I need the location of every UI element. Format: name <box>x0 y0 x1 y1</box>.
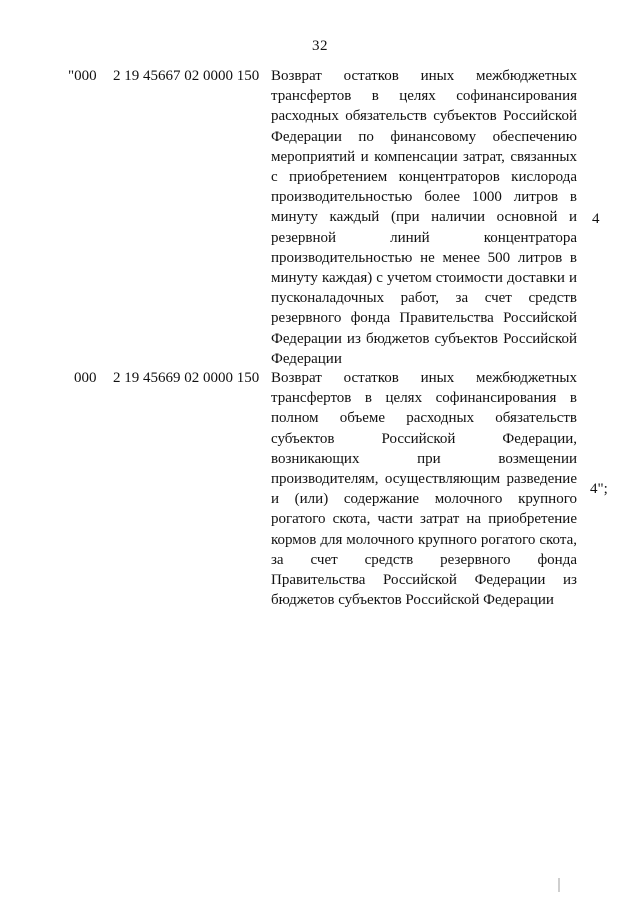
description-line: мероприятий и компенсации затрат, связанных <box>271 148 577 165</box>
income-description <box>271 368 577 610</box>
admin-code: 000 <box>74 370 97 386</box>
description-line: резервного фонда Правительства Российской <box>271 310 577 327</box>
description-line: возникающих при возмещении <box>271 450 577 467</box>
value-cell: 4 <box>592 211 600 227</box>
value-cell: 4"; <box>590 481 608 497</box>
description-line: производителям, осуществляющим разведение <box>271 471 577 488</box>
description-line: Возврат остатков иных межбюджетных <box>271 68 577 84</box>
description-line: Возврат остатков иных межбюджетных <box>271 370 577 386</box>
income-code: 2 19 45667 02 0000 150 <box>113 68 260 84</box>
description-line: трансфертов в целях софинансирования <box>271 88 577 105</box>
description-line: с приобретением концентраторов кислорода <box>271 169 577 186</box>
description-line: субъектов Российской Федерации, <box>271 430 577 447</box>
description-line: рогатого скота, части затрат на приобретение <box>271 511 577 528</box>
description-line: полном объеме расходных обязательств <box>271 410 577 427</box>
income-description <box>271 66 577 369</box>
description-line: за счет средств резервного фонда <box>271 551 577 568</box>
description-line: Федерации по финансовому обеспечению <box>271 128 577 145</box>
description-line: бюджетов субъектов Российской Федерации <box>271 592 554 609</box>
income-code: 2 19 45669 02 0000 150 <box>113 370 260 386</box>
description-line: минуту каждая) с учетом стоимости доставки и <box>271 270 577 287</box>
scan-mark <box>558 878 560 892</box>
description-line: Правительства Российской Федерации из <box>271 572 577 589</box>
description-line: резервной линий концентратора <box>271 229 577 246</box>
description-line: производительностью более 1000 литров в <box>271 189 577 206</box>
description-line: Федерации из бюджетов субъектов Российской <box>271 330 577 347</box>
description-line: трансфертов в целях софинансирования в <box>271 390 577 407</box>
description-line: минуту каждый (при наличии основной и <box>271 209 577 226</box>
description-line: и (или) содержание молочного крупного <box>271 491 577 508</box>
page-number: 32 <box>312 38 328 54</box>
description-line: кормов для молочного крупного рогатого скота, <box>271 531 577 548</box>
description-line: Федерации <box>271 350 342 367</box>
description-line: пусконаладочных работ, за счет средств <box>271 290 577 307</box>
admin-code: "000 <box>68 68 97 84</box>
description-line: производительностью не менее 500 литров в <box>271 249 577 266</box>
description-line: расходных обязательств субъектов Российской <box>271 108 577 125</box>
